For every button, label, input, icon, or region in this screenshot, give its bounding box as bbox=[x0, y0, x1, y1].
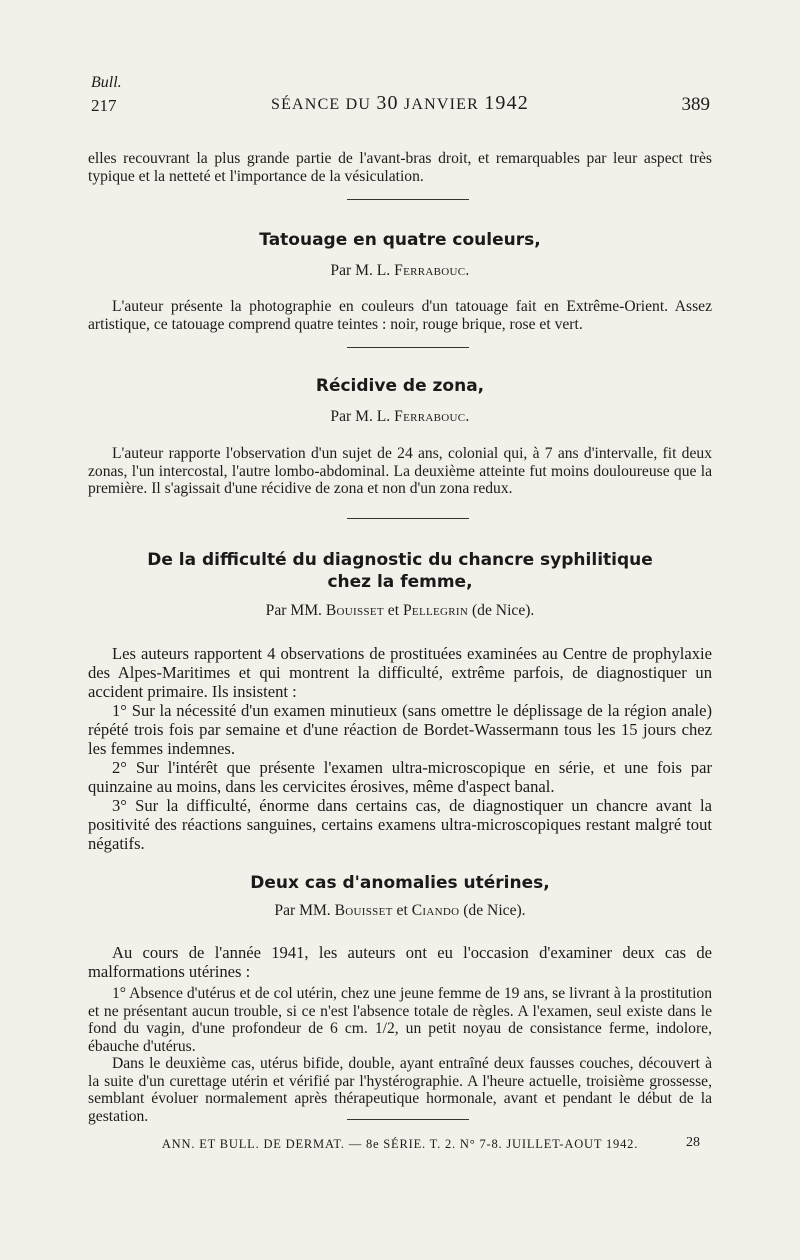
separator-rule bbox=[347, 347, 469, 348]
body-paragraph: Les auteurs rapportent 4 observations de prostituées examinées au Centre de prophylaxie des Alpes-Maritimes et qui montrent la difficulté, extrême parfois, de diagnostiquer un accident primaire. Ils insistent : bbox=[88, 644, 712, 701]
byline-author: Bouisset bbox=[334, 902, 393, 919]
body-paragraph: 2° Sur l'intérêt que présente l'examen ultra-microscopique en série, et une fois par quinzaine au moins, dans les cervicites érosives, même d'aspect banal. bbox=[88, 758, 712, 796]
byline-prefix: Par M. L. bbox=[330, 408, 395, 425]
section-byline-chancre bbox=[88, 602, 712, 620]
section-title-tatouage: Tatouage en quatre couleurs, bbox=[259, 230, 541, 250]
header-day: 30 bbox=[376, 92, 399, 114]
header-prefix: SÉANCE DU bbox=[270, 96, 377, 113]
bull-number: 217 bbox=[91, 96, 117, 115]
title-line-2: chez la femme, bbox=[327, 572, 473, 592]
separator-rule bbox=[347, 199, 469, 200]
byline-author: Pellegrin bbox=[402, 602, 469, 619]
byline-suffix: (de Nice). bbox=[468, 602, 535, 619]
byline-author: Ferrabouc. bbox=[394, 262, 470, 279]
section-byline-zona bbox=[88, 408, 712, 426]
section-body-chancre bbox=[88, 644, 712, 853]
byline-prefix: Par MM. bbox=[265, 602, 326, 619]
separator-rule bbox=[347, 1119, 469, 1120]
byline-conjunction: et bbox=[383, 602, 403, 619]
body-text: L'auteur présente la photographie en couleurs d'un tatouage fait en Extrême-Orient. Assez artistique, ce tatouage comprend quatre teintes : noir, rouge brique, rose et vert. bbox=[88, 298, 712, 333]
section-body-tatouage bbox=[88, 298, 712, 333]
header-year: 1942 bbox=[484, 92, 530, 114]
section-title-anomalies: Deux cas d'anomalies utérines, bbox=[250, 873, 550, 893]
body-paragraph: Dans le deuxième cas, utérus bifide, double, ayant entraîné deux fausses couches, découvert à la suite d'un curettage utérin et vérifié par l'hystérographie. A l'heure actuelle, troisième grossesse, semblant évoluer normalement après thérapeutique hormonale, avant et pendant le début de la gestation. bbox=[88, 1055, 712, 1125]
section-title-zona: Récidive de zona, bbox=[315, 376, 485, 396]
body-paragraph: 1° Absence d'utérus et de col utérin, chez une jeune femme de 19 ans, se livrant à la prostitution et ne présentant aucun trouble, si ce n'est l'absence totale de règles. A l'examen, seul existe dans le fond du vagin, d'une profondeur de 6 cm. 1/2, un petit noyau de consistance ferme, indolore, ébauche d'utérus. bbox=[88, 985, 712, 1055]
page-number: 389 bbox=[681, 94, 710, 115]
byline-prefix: Par M. L. bbox=[330, 262, 395, 279]
byline-conjunction: et bbox=[392, 902, 412, 919]
body-paragraph: 3° Sur la difficulté, énorme dans certains cas, de diagnostiquer un chancre avant la positivité des réactions sanguines, certains examens ultra-microscopiques restant malgré tout négatifs. bbox=[88, 796, 712, 853]
footer-number: 28 bbox=[686, 1135, 700, 1150]
body-paragraph: 1° Sur la nécessité d'un examen minutieux (sans omettre le déplissage de la région anale) répété trois fois par semaine et d'une réaction de Bordet-Wassermann tous les 15 jours chez les femmes indemnes. bbox=[88, 701, 712, 758]
byline-prefix: Par MM. bbox=[274, 902, 335, 919]
byline-author: Ciando bbox=[411, 902, 460, 919]
section-byline-tatouage bbox=[88, 262, 712, 280]
byline-author: Ferrabouc. bbox=[394, 408, 470, 425]
section-body-anomalies bbox=[88, 985, 712, 1125]
header-month: JANVIER bbox=[398, 96, 485, 113]
byline-suffix: (de Nice). bbox=[459, 902, 526, 919]
title-line-1: De la difficulté du diagnostic du chancre syphilitique bbox=[147, 550, 653, 570]
intro-text: elles recouvrant la plus grande partie de l'avant-bras droit, et remarquables par leur aspect très typique et la netteté et l'importance de la vésiculation. bbox=[88, 150, 712, 185]
section-byline-anomalies bbox=[88, 902, 712, 920]
bull-label: Bull. bbox=[91, 74, 122, 91]
separator-rule bbox=[347, 518, 469, 519]
body-paragraph: Au cours de l'année 1941, les auteurs ont eu l'occasion d'examiner deux cas de malformations utérines : bbox=[88, 943, 712, 981]
section-body-zona bbox=[88, 445, 712, 498]
section-intro-anomalies bbox=[88, 943, 712, 981]
section-title-chancre bbox=[88, 549, 712, 593]
footer-citation: ANN. ET BULL. DE DERMAT. — 8e SÉRIE. T. 2. N° 7-8. JUILLET-AOUT 1942. bbox=[161, 1137, 639, 1151]
intro-paragraph bbox=[88, 150, 712, 185]
body-text: L'auteur rapporte l'observation d'un sujet de 24 ans, colonial qui, à 7 ans d'intervalle, fit deux zonas, l'un intercostal, l'autre lombo-abdominal. La deuxième atteinte fut moins douloureuse que la première. Il s'agissait d'une récidive de zona et non d'un zona redux. bbox=[88, 445, 712, 497]
byline-author: Bouisset bbox=[325, 602, 384, 619]
